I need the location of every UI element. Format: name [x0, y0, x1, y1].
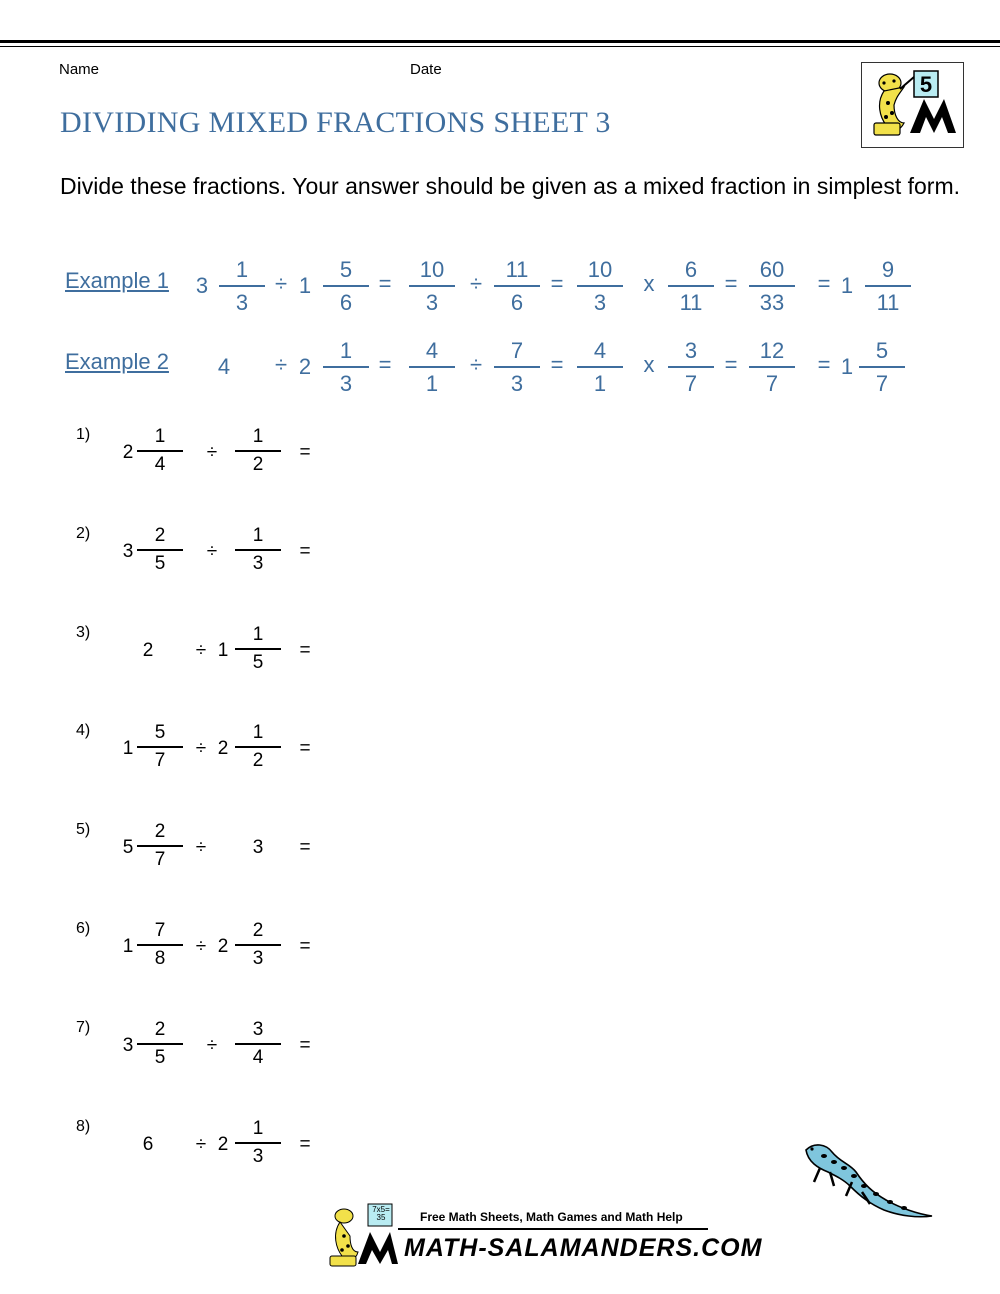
footer-site-name: MATH-SALAMANDERS.COM — [404, 1234, 763, 1262]
fraction-bar — [494, 285, 540, 287]
question-fraction — [235, 722, 281, 772]
question-fraction — [235, 525, 281, 575]
question-fraction — [137, 821, 183, 871]
top-rule — [0, 40, 1000, 43]
question-row — [0, 424, 1000, 484]
question-row — [0, 622, 1000, 682]
fraction-bar — [749, 285, 795, 287]
operator: ÷ — [195, 1134, 207, 1155]
whole-number: 1 — [122, 936, 134, 957]
whole-number: 2 — [217, 1134, 229, 1155]
denominator: 7 — [875, 371, 889, 396]
example-fraction — [577, 337, 623, 397]
example-label: Example 2 — [65, 349, 169, 374]
operator: = — [378, 352, 392, 377]
whole-number: 2 — [217, 738, 229, 759]
top-rule-thin — [0, 46, 1000, 47]
fraction-bar — [235, 1142, 281, 1144]
denominator: 7 — [154, 750, 166, 771]
question-row — [0, 720, 1000, 780]
question-number: 1) — [76, 426, 91, 443]
operator: ÷ — [195, 837, 207, 858]
example-fraction — [749, 256, 795, 316]
question-row — [0, 523, 1000, 583]
numerator: 1 — [252, 426, 264, 447]
example-fraction — [859, 337, 905, 397]
denominator: 4 — [252, 1047, 264, 1068]
denominator: 6 — [339, 290, 353, 315]
numerator: 6 — [684, 257, 698, 282]
numerator: 5 — [339, 257, 353, 282]
example-2 — [0, 339, 1000, 401]
example-1 — [0, 258, 1000, 320]
numerator: 7 — [154, 920, 166, 941]
fraction-bar — [235, 549, 281, 551]
numerator: 2 — [252, 920, 264, 941]
fraction-bar — [577, 366, 623, 368]
fraction-bar — [323, 285, 369, 287]
equals-sign: = — [299, 837, 311, 858]
numerator: 12 — [759, 338, 785, 363]
denominator: 8 — [154, 948, 166, 969]
operator: = — [378, 271, 392, 296]
whole-number: 1 — [298, 273, 312, 298]
denominator: 7 — [684, 371, 698, 396]
fraction-bar — [494, 366, 540, 368]
numerator: 60 — [759, 257, 785, 282]
operator: x — [643, 271, 655, 296]
example-fraction — [323, 256, 369, 316]
fraction-bar — [668, 366, 714, 368]
denominator: 5 — [154, 1047, 166, 1068]
operator: = — [724, 352, 738, 377]
operator: = — [550, 352, 564, 377]
denominator: 2 — [252, 454, 264, 475]
whole-number: 2 — [122, 442, 134, 463]
question-number: 5) — [76, 821, 91, 838]
fraction-bar — [137, 450, 183, 452]
equals-sign: = — [299, 936, 311, 957]
numerator: 10 — [419, 257, 445, 282]
example-fraction — [323, 337, 369, 397]
numerator: 1 — [252, 624, 264, 645]
operator: ÷ — [469, 271, 483, 296]
numerator: 5 — [875, 338, 889, 363]
whole-number: 1 — [217, 640, 229, 661]
operator: ÷ — [195, 738, 207, 759]
whole-number: 6 — [142, 1134, 154, 1155]
fraction-bar — [235, 944, 281, 946]
denominator: 7 — [765, 371, 779, 396]
question-number: 4) — [76, 722, 91, 739]
example-fraction — [577, 256, 623, 316]
question-number: 6) — [76, 920, 91, 937]
denominator: 6 — [510, 290, 524, 315]
question-number: 7) — [76, 1019, 91, 1036]
numerator: 1 — [252, 1118, 264, 1139]
footer-logo — [328, 1202, 763, 1272]
numerator: 5 — [154, 722, 166, 743]
denominator: 7 — [154, 849, 166, 870]
equals-sign: = — [299, 1134, 311, 1155]
fraction-bar — [409, 285, 455, 287]
question-fraction — [137, 525, 183, 575]
name-label: Name — [59, 61, 100, 78]
denominator: 2 — [252, 750, 264, 771]
numerator: 7 — [510, 338, 524, 363]
operator: = — [817, 271, 831, 296]
whole-number: 2 — [298, 354, 312, 379]
whole-number: 1 — [840, 273, 854, 298]
numerator: 10 — [587, 257, 613, 282]
question-fraction — [137, 722, 183, 772]
operator: ÷ — [206, 541, 218, 562]
denominator: 11 — [679, 290, 703, 315]
instructions: Divide these fractions. Your answer should be given as a mixed fraction in simplest form. — [60, 173, 960, 199]
fraction-bar — [668, 285, 714, 287]
denominator: 1 — [425, 371, 439, 396]
fraction-bar — [865, 285, 911, 287]
numerator: 2 — [154, 821, 166, 842]
denominator: 33 — [759, 290, 785, 315]
numerator: 3 — [684, 338, 698, 363]
equals-sign: = — [299, 442, 311, 463]
salamander-logo — [861, 62, 964, 148]
denominator: 5 — [154, 553, 166, 574]
question-number: 8) — [76, 1118, 91, 1135]
denominator: 11 — [876, 290, 900, 315]
question-row — [0, 819, 1000, 879]
operator: = — [550, 271, 564, 296]
fraction-bar — [137, 944, 183, 946]
fraction-bar — [577, 285, 623, 287]
question-fraction — [137, 1019, 183, 1069]
whole-number: 3 — [252, 837, 264, 858]
denominator: 3 — [510, 371, 524, 396]
question-number: 3) — [76, 624, 91, 641]
denominator: 3 — [252, 1146, 264, 1167]
page-title: DIVIDING MIXED FRACTIONS SHEET 3 — [60, 106, 611, 139]
fraction-bar — [137, 549, 183, 551]
example-fraction — [668, 256, 714, 316]
example-fraction — [494, 337, 540, 397]
fraction-bar — [235, 1043, 281, 1045]
denominator: 3 — [425, 290, 439, 315]
operator: ÷ — [206, 1035, 218, 1056]
date-label: Date — [410, 61, 442, 78]
operator: ÷ — [195, 936, 207, 957]
denominator: 3 — [339, 371, 353, 396]
question-fraction — [137, 426, 183, 476]
fraction-bar — [409, 366, 455, 368]
whole-number: 2 — [142, 640, 154, 661]
equals-sign: = — [299, 738, 311, 759]
whole-number: 4 — [217, 354, 231, 379]
numerator: 1 — [154, 426, 166, 447]
example-fraction — [409, 256, 455, 316]
example-fraction — [494, 256, 540, 316]
whole-number: 5 — [122, 837, 134, 858]
operator: ÷ — [469, 352, 483, 377]
numerator: 1 — [339, 338, 353, 363]
numerator: 2 — [154, 1019, 166, 1040]
question-row — [0, 918, 1000, 978]
footer-rule — [398, 1228, 708, 1230]
operator: x — [643, 352, 655, 377]
example-fraction — [219, 256, 265, 316]
fraction-bar — [137, 746, 183, 748]
equals-sign: = — [299, 541, 311, 562]
equals-sign: = — [299, 1035, 311, 1056]
whole-number: 3 — [122, 1035, 134, 1056]
whole-number: 1 — [840, 354, 854, 379]
whole-number: 3 — [122, 541, 134, 562]
question-fraction — [235, 1118, 281, 1168]
fraction-bar — [235, 648, 281, 650]
question-fraction — [137, 920, 183, 970]
denominator: 3 — [252, 553, 264, 574]
numerator: 4 — [425, 338, 439, 363]
numerator: 1 — [252, 722, 264, 743]
operator: ÷ — [195, 640, 207, 661]
denominator: 3 — [235, 290, 249, 315]
fraction-bar — [219, 285, 265, 287]
numerator: 2 — [154, 525, 166, 546]
whole-number: 1 — [122, 738, 134, 759]
equals-sign: = — [299, 640, 311, 661]
operator: ÷ — [274, 352, 288, 377]
numerator: 9 — [881, 257, 895, 282]
example-label: Example 1 — [65, 268, 169, 293]
example-fraction — [409, 337, 455, 397]
footer-badge: 7x5= 35 — [372, 1205, 390, 1222]
example-fraction — [865, 256, 911, 316]
fraction-bar — [235, 746, 281, 748]
fraction-bar — [749, 366, 795, 368]
question-fraction — [235, 426, 281, 476]
whole-number: 2 — [217, 936, 229, 957]
question-fraction — [235, 920, 281, 970]
fraction-bar — [859, 366, 905, 368]
numerator: 3 — [252, 1019, 264, 1040]
fraction-bar — [137, 1043, 183, 1045]
numerator: 4 — [593, 338, 607, 363]
fraction-bar — [137, 845, 183, 847]
operator: ÷ — [206, 442, 218, 463]
operator: ÷ — [274, 271, 288, 296]
numerator: 1 — [252, 525, 264, 546]
question-fraction — [235, 1019, 281, 1069]
question-number: 2) — [76, 525, 91, 542]
footer-tagline: Free Math Sheets, Math Games and Math Help — [420, 1210, 683, 1224]
salamander-logo-icon — [862, 63, 963, 147]
logo-digit: 5 — [919, 72, 933, 97]
numerator: 11 — [505, 257, 529, 282]
fraction-bar — [235, 450, 281, 452]
denominator: 3 — [252, 948, 264, 969]
operator: = — [817, 352, 831, 377]
example-fraction — [668, 337, 714, 397]
denominator: 3 — [593, 290, 607, 315]
question-row — [0, 1017, 1000, 1077]
example-fraction — [749, 337, 795, 397]
salamander-decoration-icon — [800, 1138, 935, 1224]
operator: = — [724, 271, 738, 296]
denominator: 4 — [154, 454, 166, 475]
whole-number: 3 — [195, 273, 209, 298]
denominator: 1 — [593, 371, 607, 396]
question-fraction — [235, 624, 281, 674]
fraction-bar — [323, 366, 369, 368]
numerator: 1 — [235, 257, 249, 282]
denominator: 5 — [252, 652, 264, 673]
